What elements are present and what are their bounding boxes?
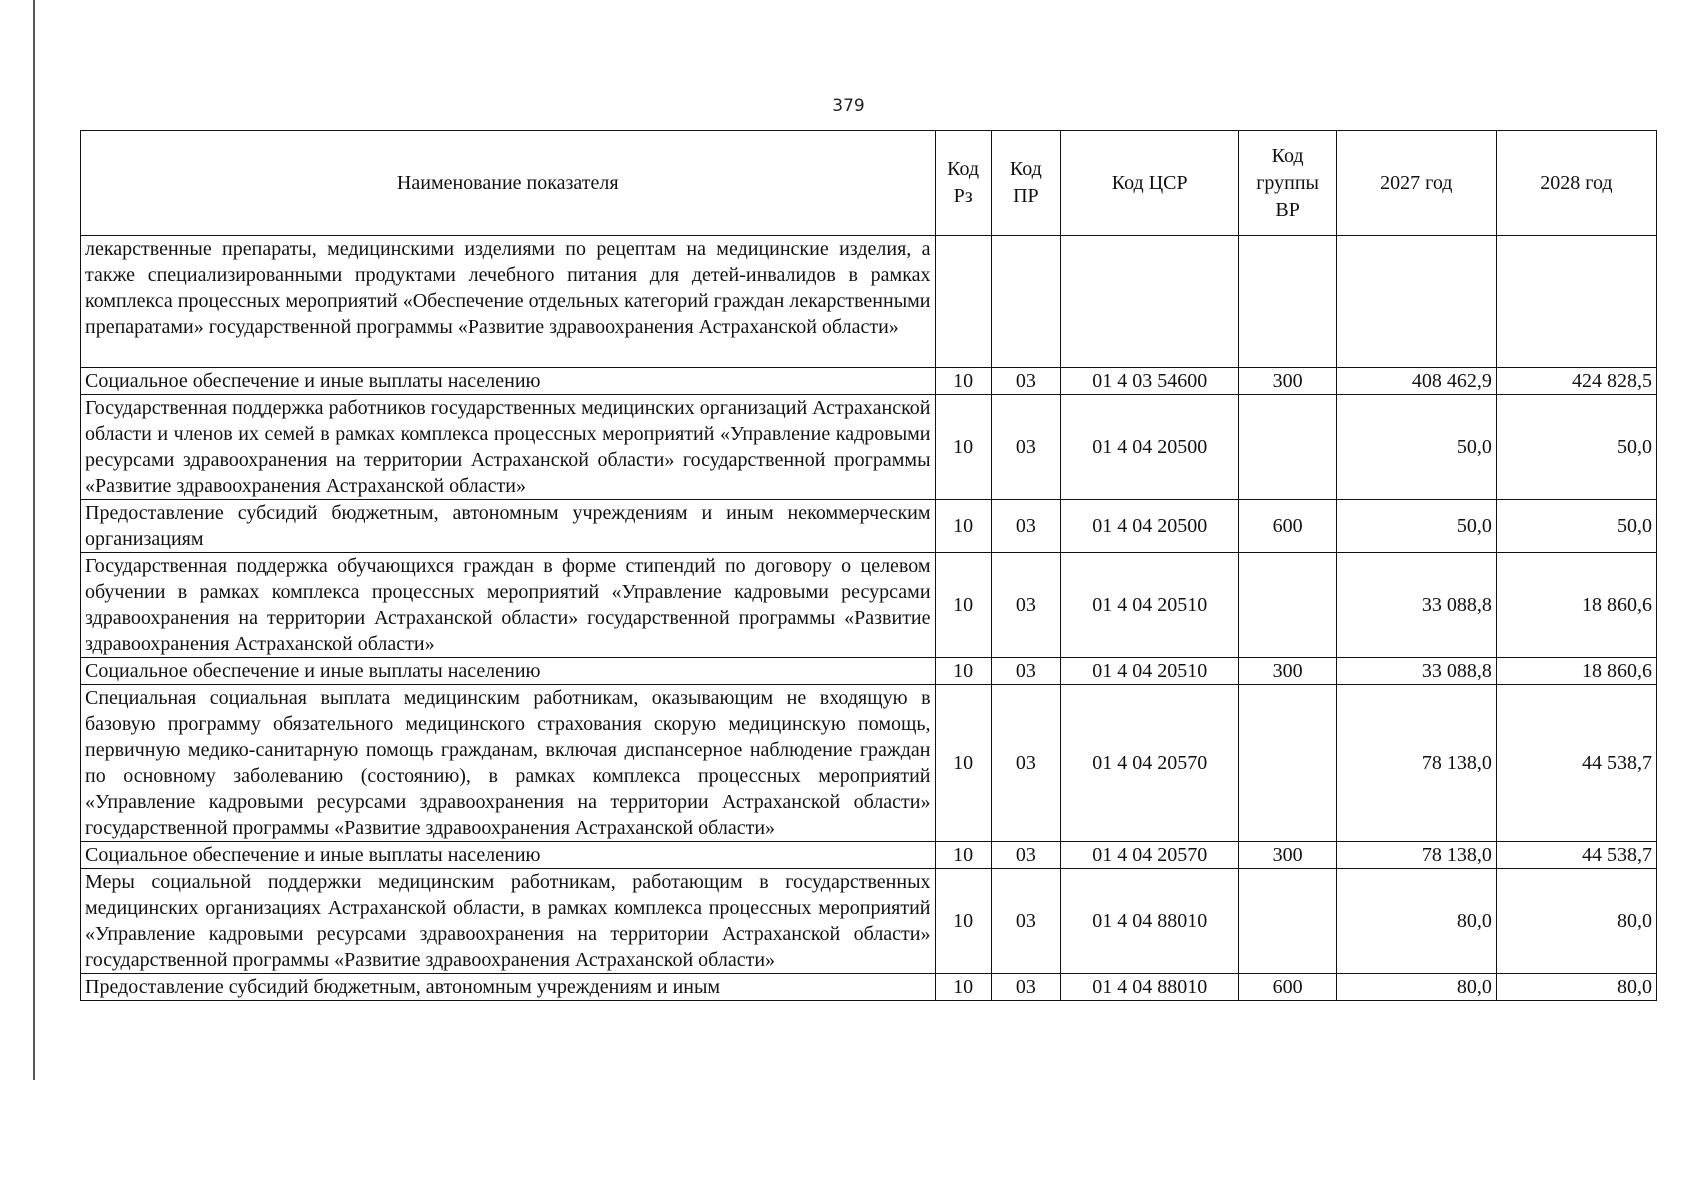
header-year-2028: 2028 год (1496, 131, 1656, 236)
row-vr: 300 (1239, 658, 1336, 685)
left-margin-line (33, 0, 35, 1080)
header-name: Наименование показателя (81, 131, 936, 236)
row-name: лекарственные препараты, медицинскими изделиями по рецептам на медицинские изделия, а также специализированными продуктами лечебного питания для детей-инвалидов в рамках комплекса процессных мероприятий «Обеспечение отдельных категорий граждан лекарственными препаратами» государственной программы «Развитие здравоохранения Астраханской области» (81, 236, 936, 368)
row-rz: 10 (935, 658, 991, 685)
row-pr: 03 (991, 974, 1060, 1001)
budget-table (80, 130, 1657, 1001)
header-rz: Код Рз (935, 131, 991, 236)
row-2028: 44 538,7 (1496, 685, 1656, 842)
row-csr: 01 4 04 20510 (1060, 553, 1238, 658)
row-csr (1060, 236, 1238, 368)
row-2028: 424 828,5 (1496, 368, 1656, 395)
row-rz: 10 (935, 974, 991, 1001)
row-2027: 80,0 (1336, 974, 1496, 1001)
row-rz: 10 (935, 869, 991, 974)
row-pr: 03 (991, 658, 1060, 685)
table-row (81, 395, 1657, 500)
row-vr: 300 (1239, 842, 1336, 869)
row-vr: 600 (1239, 974, 1336, 1001)
row-rz: 10 (935, 553, 991, 658)
row-rz (935, 236, 991, 368)
table-row (81, 368, 1657, 395)
row-2028: 18 860,6 (1496, 553, 1656, 658)
row-vr: 600 (1239, 500, 1336, 553)
table-row (81, 500, 1657, 553)
row-2027: 78 138,0 (1336, 842, 1496, 869)
row-vr (1239, 685, 1336, 842)
row-vr (1239, 236, 1336, 368)
row-name: Меры социальной поддержки медицинским работникам, работающим в государственных медицинских организациях Астраханской области, в рамках комплекса процессных мероприятий «Управление кадровыми ресурсами здравоохранения на территории Астраханской области» государственной программы «Развитие здравоохранения Астраханской области» (81, 869, 936, 974)
row-name: Государственная поддержка работников государственных медицинских организаций Астраханской области и членов их семей в рамках комплекса процессных мероприятий «Управление кадровыми ресурсами здравоохранения на территории Астраханской области» государственной программы «Развитие здравоохранения Астраханской области» (81, 395, 936, 500)
table-row (81, 869, 1657, 974)
row-2028 (1496, 236, 1656, 368)
row-2027: 80,0 (1336, 869, 1496, 974)
row-pr (991, 236, 1060, 368)
table-row (81, 553, 1657, 658)
page-number: 379 (832, 96, 865, 116)
row-csr: 01 4 04 20570 (1060, 842, 1238, 869)
row-csr: 01 4 04 88010 (1060, 869, 1238, 974)
row-2027: 408 462,9 (1336, 368, 1496, 395)
row-rz: 10 (935, 685, 991, 842)
row-name: Специальная социальная выплата медицинским работникам, оказывающим не входящую в базовую программу обязательного медицинского страхования скорую медицинскую помощь, первичную медико-санитарную помощь гражданам, включая диспансерное наблюдение граждан по основному заболеванию (состоянию), в рамках комплекса процессных мероприятий «Управление кадровыми ресурсами здравоохранения на территории Астраханской области» государственной программы «Развитие здравоохранения Астраханской области» (81, 685, 936, 842)
header-vr: Код группы ВР (1239, 131, 1336, 236)
row-2027: 33 088,8 (1336, 658, 1496, 685)
row-csr: 01 4 04 20570 (1060, 685, 1238, 842)
row-rz: 10 (935, 500, 991, 553)
row-csr: 01 4 04 20510 (1060, 658, 1238, 685)
row-name: Предоставление субсидий бюджетным, автономным учреждениям и иным (81, 974, 936, 1001)
row-vr (1239, 553, 1336, 658)
row-2028: 50,0 (1496, 395, 1656, 500)
row-vr (1239, 395, 1336, 500)
header-year-2027: 2027 год (1336, 131, 1496, 236)
row-pr: 03 (991, 869, 1060, 974)
row-2027: 33 088,8 (1336, 553, 1496, 658)
row-pr: 03 (991, 553, 1060, 658)
row-2028: 80,0 (1496, 869, 1656, 974)
row-csr: 01 4 04 20500 (1060, 395, 1238, 500)
row-rz: 10 (935, 842, 991, 869)
table-row (81, 236, 1657, 368)
table-row (81, 842, 1657, 869)
header-csr: Код ЦСР (1060, 131, 1238, 236)
row-name: Социальное обеспечение и иные выплаты населению (81, 842, 936, 869)
table-row (81, 974, 1657, 1001)
row-csr: 01 4 04 20500 (1060, 500, 1238, 553)
row-pr: 03 (991, 395, 1060, 500)
row-2027: 78 138,0 (1336, 685, 1496, 842)
row-rz: 10 (935, 368, 991, 395)
row-rz: 10 (935, 395, 991, 500)
row-pr: 03 (991, 368, 1060, 395)
row-csr: 01 4 04 88010 (1060, 974, 1238, 1001)
row-pr: 03 (991, 842, 1060, 869)
row-name: Предоставление субсидий бюджетным, автономным учреждениям и иным некоммерческим организациям (81, 500, 936, 553)
row-2028: 18 860,6 (1496, 658, 1656, 685)
table-row (81, 658, 1657, 685)
row-2027 (1336, 236, 1496, 368)
row-name: Социальное обеспечение и иные выплаты населению (81, 658, 936, 685)
row-2028: 50,0 (1496, 500, 1656, 553)
row-name: Государственная поддержка обучающихся граждан в форме стипендий по договору о целевом обучении в рамках комплекса процессных мероприятий «Управление кадровыми ресурсами здравоохранения на территории Астраханской области» государственной программы «Развитие здравоохранения Астраханской области» (81, 553, 936, 658)
header-pr: Код ПР (991, 131, 1060, 236)
row-csr: 01 4 03 54600 (1060, 368, 1238, 395)
row-2028: 80,0 (1496, 974, 1656, 1001)
row-2028: 44 538,7 (1496, 842, 1656, 869)
table-row (81, 685, 1657, 842)
row-pr: 03 (991, 685, 1060, 842)
row-vr (1239, 869, 1336, 974)
row-2027: 50,0 (1336, 395, 1496, 500)
row-pr: 03 (991, 500, 1060, 553)
row-name: Социальное обеспечение и иные выплаты населению (81, 368, 936, 395)
table-header-row (81, 131, 1657, 236)
row-2027: 50,0 (1336, 500, 1496, 553)
row-vr: 300 (1239, 368, 1336, 395)
